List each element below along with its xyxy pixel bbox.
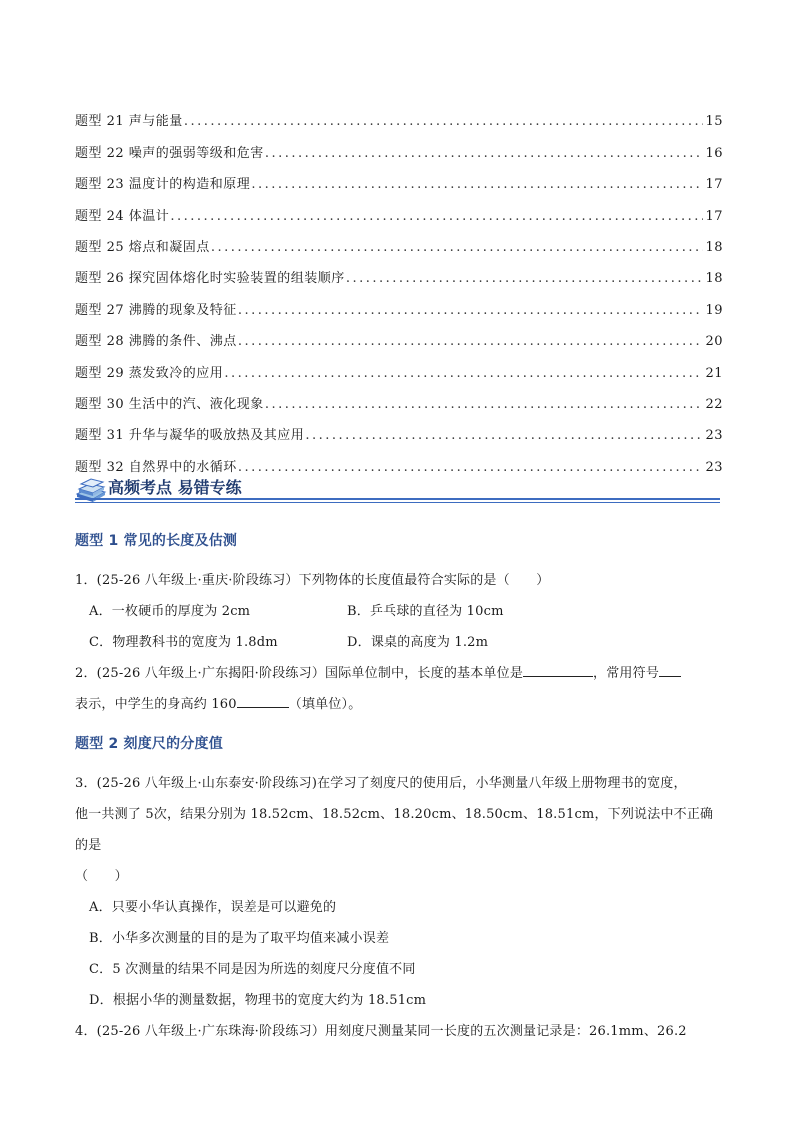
toc-entry-page: 20 bbox=[705, 334, 723, 350]
answer-blank[interactable] bbox=[237, 693, 289, 708]
toc-entry-page: 15 bbox=[705, 114, 723, 130]
toc-leader-dots bbox=[305, 428, 703, 443]
option-d[interactable]: D．根据小华的测量数据，物理书的宽度大约为 18.51cm bbox=[89, 993, 427, 1008]
toc-entry-title: 题型 31 升华与凝华的吸放热及其应用 bbox=[75, 428, 305, 444]
section-banner bbox=[75, 472, 720, 506]
toc-entry[interactable] bbox=[75, 318, 723, 349]
question-1-options-row bbox=[75, 627, 725, 658]
toc-entry[interactable] bbox=[75, 286, 723, 317]
option-c[interactable]: C．物理教科书的宽度为 1.8dm bbox=[89, 635, 278, 650]
table-of-contents bbox=[75, 98, 723, 475]
toc-entry-page: 16 bbox=[705, 145, 723, 161]
toc-leader-dots bbox=[265, 397, 704, 412]
toc-entry-title: 题型 21 声与能量 bbox=[75, 114, 183, 130]
toc-leader-dots bbox=[238, 334, 704, 349]
toc-entry-title: 题型 25 熔点和凝固点 bbox=[75, 239, 210, 255]
question-3-stem: （ ） bbox=[75, 869, 128, 884]
section-heading: 题型 2 刻度尺的分度值 bbox=[75, 736, 223, 752]
toc-entry[interactable] bbox=[75, 224, 723, 255]
question-4-stem: 4．(25-26 八年级上·广东珠海·阶段练习）用刻度尺测量某同一长度的五次测量记录是：26.1mm、26.2 bbox=[75, 1024, 687, 1039]
option-c[interactable]: C．5 次测量的结果不同是因为所选的刻度尺分度值不同 bbox=[89, 962, 416, 977]
toc-entry-title: 题型 28 沸腾的条件、沸点 bbox=[75, 334, 237, 350]
toc-leader-dots bbox=[184, 114, 704, 129]
toc-entry-title: 题型 29 蒸发致冷的应用 bbox=[75, 365, 224, 381]
toc-entry-page: 18 bbox=[705, 239, 723, 255]
toc-entry-page: 17 bbox=[705, 177, 723, 193]
toc-entry-title: 题型 22 噪声的强弱等级和危害 bbox=[75, 145, 264, 161]
question-1-stem: 1．(25-26 八年级上·重庆·阶段练习）下列物体的长度值最符合实际的是（ ） bbox=[75, 573, 550, 588]
toc-entry[interactable] bbox=[75, 443, 723, 474]
toc-entry-title: 题型 30 生活中的汽、液化现象 bbox=[75, 396, 264, 412]
toc-entry-title: 题型 24 体温计 bbox=[75, 208, 170, 224]
toc-entry-title: 题型 26 探究固体熔化时实验装置的组装顺序 bbox=[75, 271, 345, 287]
toc-entry[interactable] bbox=[75, 412, 723, 443]
question-content bbox=[75, 525, 725, 1047]
toc-entry[interactable] bbox=[75, 129, 723, 160]
toc-entry-page: 21 bbox=[705, 365, 723, 381]
question-3-stem: 他一共测了 5次，结果分别为 18.52cm、18.52cm、18.20cm、18.50cm、18.51cm，下列说法中不正确的是 bbox=[75, 807, 714, 853]
toc-entry[interactable] bbox=[75, 192, 723, 223]
option-a[interactable]: A．一枚硬币的厚度为 2cm bbox=[89, 604, 251, 619]
banner-title: 高频考点 易错专练 bbox=[108, 478, 242, 497]
toc-leader-dots bbox=[170, 209, 703, 224]
option-b[interactable]: B．小华多次测量的目的是为了取平均值来减小误差 bbox=[89, 931, 390, 946]
section-heading: 题型 1 常见的长度及估测 bbox=[75, 533, 238, 549]
banner-rule-thin bbox=[75, 502, 720, 503]
toc-entry-page: 19 bbox=[705, 302, 723, 318]
toc-leader-dots bbox=[238, 303, 704, 318]
toc-entry-title: 题型 32 自然界中的水循环 bbox=[75, 459, 237, 475]
toc-leader-dots bbox=[251, 177, 703, 192]
question-3-stem: 3．(25-26 八年级上·山东泰安·阶段练习)在学习了刻度尺的使用后，小华测量八年级上册物理书的宽度， bbox=[75, 776, 687, 791]
question-2-line: 表示，中学生的身高约 160 （填单位）。 bbox=[75, 689, 725, 720]
toc-entry-page: 23 bbox=[705, 459, 723, 475]
toc-leader-dots bbox=[265, 146, 704, 161]
answer-blank[interactable] bbox=[523, 662, 593, 677]
toc-entry[interactable] bbox=[75, 161, 723, 192]
option-d[interactable]: D．课桌的高度为 1.2m bbox=[347, 635, 489, 650]
toc-entry[interactable] bbox=[75, 255, 723, 286]
option-a[interactable]: A．只要小华认真操作，误差是可以避免的 bbox=[89, 900, 337, 915]
toc-entry-title: 题型 27 沸腾的现象及特征 bbox=[75, 302, 237, 318]
toc-leader-dots bbox=[224, 366, 703, 381]
toc-entry[interactable] bbox=[75, 381, 723, 412]
toc-leader-dots bbox=[211, 240, 704, 255]
banner-rule bbox=[75, 498, 720, 500]
option-b[interactable]: B．乒乓球的直径为 10cm bbox=[347, 604, 504, 619]
toc-entry[interactable] bbox=[75, 98, 723, 129]
toc-entry-page: 22 bbox=[705, 396, 723, 412]
question-1-options-row bbox=[75, 596, 725, 627]
toc-entry-page: 17 bbox=[705, 208, 723, 224]
question-2-line: 2．(25-26 八年级上·广东揭阳·阶段练习）国际单位制中，长度的基本单位是 ，常用符号 bbox=[75, 658, 725, 689]
answer-blank[interactable] bbox=[659, 662, 681, 677]
toc-leader-dots bbox=[346, 271, 704, 286]
toc-entry-page: 23 bbox=[705, 428, 723, 444]
toc-entry[interactable] bbox=[75, 349, 723, 380]
toc-entry-page: 18 bbox=[705, 271, 723, 287]
toc-entry-title: 题型 23 温度计的构造和原理 bbox=[75, 177, 251, 193]
